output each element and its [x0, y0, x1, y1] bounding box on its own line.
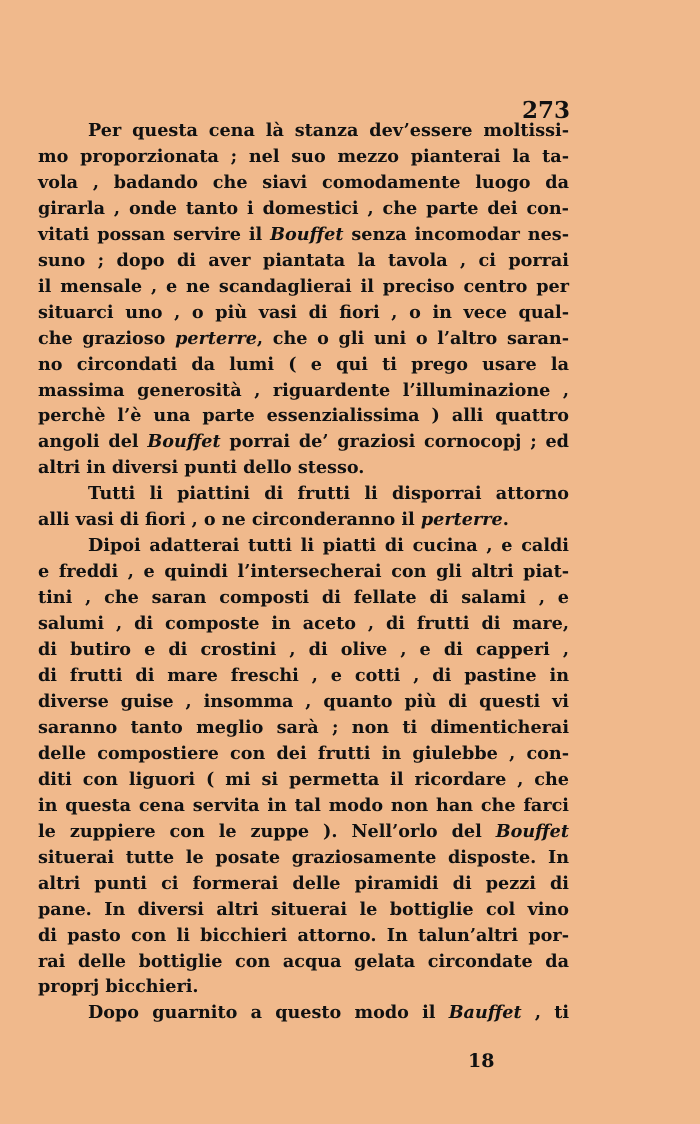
text-run: rai delle bottiglie con acqua gelata circondate da [38, 950, 569, 972]
text-line [38, 507, 569, 533]
text-line [38, 767, 569, 793]
text-line [38, 663, 569, 689]
text-run: diverse guise , insomma , quanto più di questi vi [38, 690, 569, 712]
text-line [38, 118, 569, 144]
text-line [38, 637, 569, 663]
text-run: angoli del [38, 431, 148, 453]
text-line [38, 144, 569, 170]
text-run: no circondati da lumi ( e qui ti prego usare la [38, 353, 569, 375]
text-line [38, 819, 569, 845]
text-run: girarla , onde tanto i domestici , che parte dei con- [38, 197, 569, 219]
text-run: le zuppiere con le zuppe ). Nell’orlo del [38, 820, 496, 842]
text-run: situarci uno , o più vasi di fiori , o in vece qual- [38, 301, 569, 323]
text-run: , ti [521, 1002, 570, 1024]
text-line [38, 196, 569, 222]
text-line [38, 455, 569, 481]
text-line [38, 793, 569, 819]
text-run: delle compostiere con dei frutti in giulebbe , con- [38, 742, 569, 764]
text-run: diti con liguori ( mi si permetta il ricordare , che [38, 768, 569, 790]
text-line [38, 429, 569, 455]
italic-term: Bouffet [147, 431, 221, 453]
text-run: di frutti di mare freschi , e cotti , di pastine in [38, 665, 569, 687]
text-run: il mensale , e ne scandaglierai il preciso centro per [38, 275, 569, 297]
text-line [38, 585, 569, 611]
text-run: Tutti li piattini di frutti li disporrai attorno [88, 483, 569, 505]
text-run: vitati possan servire il [38, 223, 271, 245]
text-run: massima generosità , riguardente l’illuminazione , [38, 379, 569, 401]
text-run: altri in diversi punti dello stesso. [38, 457, 365, 479]
text-line [38, 248, 569, 274]
text-line [38, 352, 569, 378]
text-line [38, 403, 569, 429]
text-line [38, 871, 569, 897]
text-run: Dipoi adatterai tutti li piatti di cucina , e caldi [88, 535, 569, 557]
text-line [38, 974, 569, 1000]
text-run: alli vasi di fiori , o ne circonderanno il [38, 509, 421, 531]
text-line [38, 897, 569, 923]
text-run: altri punti ci formerai delle piramidi di pezzi di [38, 872, 569, 894]
text-run: , che o gli uni o l’altro saran- [256, 327, 570, 349]
text-line [38, 611, 569, 637]
text-line [38, 170, 569, 196]
text-run: Per questa cena là stanza dev’essere moltissi- [88, 120, 569, 141]
text-run: mo proporzionata ; nel suo mezzo pianterai la ta- [38, 145, 569, 167]
text-run: porrai de’ graziosi cornocopj ; ed [220, 431, 569, 453]
text-line [38, 481, 569, 507]
text-line [38, 378, 569, 404]
text-run: senza incomodar nes- [343, 223, 570, 245]
text-run: e freddi , e quindi l’intersecherai con gli altri piat- [38, 561, 569, 583]
text-line [38, 715, 569, 741]
text-line [38, 300, 569, 326]
text-run: che grazioso [38, 327, 176, 349]
text-run: in questa cena servita in tal modo non han che farci [38, 794, 569, 816]
text-line [38, 741, 569, 767]
text-line [38, 689, 569, 715]
text-run: saranno tanto meglio sarà ; non ti dimenticherai [38, 716, 569, 738]
text-line [38, 559, 569, 585]
text-run: situerai tutte le posate graziosamente disposte. In [38, 846, 569, 868]
text-run: pane. In diversi altri situerai le bottiglie col vino [38, 898, 569, 920]
text-line [38, 845, 569, 871]
body-text [38, 118, 569, 1026]
text-run: Dopo guarnito a questo modo il [88, 1002, 449, 1024]
italic-term: Bouffet [495, 820, 569, 842]
italic-term: Bauffet [448, 1002, 522, 1024]
text-line [38, 274, 569, 300]
italic-term: Bouffet [270, 223, 344, 245]
text-line [38, 533, 569, 559]
text-run: tini , che saran composti di fellate di salami , e [38, 587, 569, 609]
text-line [38, 222, 569, 248]
text-line [38, 949, 569, 975]
text-line [38, 923, 569, 949]
italic-term: perterre [175, 327, 257, 349]
text-run: vola , badando che siavi comodamente luogo da [38, 171, 569, 193]
text-run: di butiro e di crostini , di olive , e di capperi , [38, 639, 569, 661]
text-run: proprj bicchieri. [38, 976, 199, 998]
text-line [38, 326, 569, 352]
text-run: di pasto con li bicchieri attorno. In talun’altri por- [38, 924, 569, 946]
italic-term: perterre [420, 509, 503, 531]
text-run: suno ; dopo di aver piantata la tavola , ci porrai [38, 249, 569, 271]
text-run: perchè l’è una parte essenzialissima ) alli quattro [38, 405, 569, 427]
text-run: . [502, 509, 509, 531]
text-run: salumi , di composte in aceto , di frutti di mare, [38, 613, 569, 635]
page-number: 273 [521, 97, 570, 124]
signature-mark: 18 [468, 1050, 495, 1072]
text-line [38, 1000, 569, 1026]
